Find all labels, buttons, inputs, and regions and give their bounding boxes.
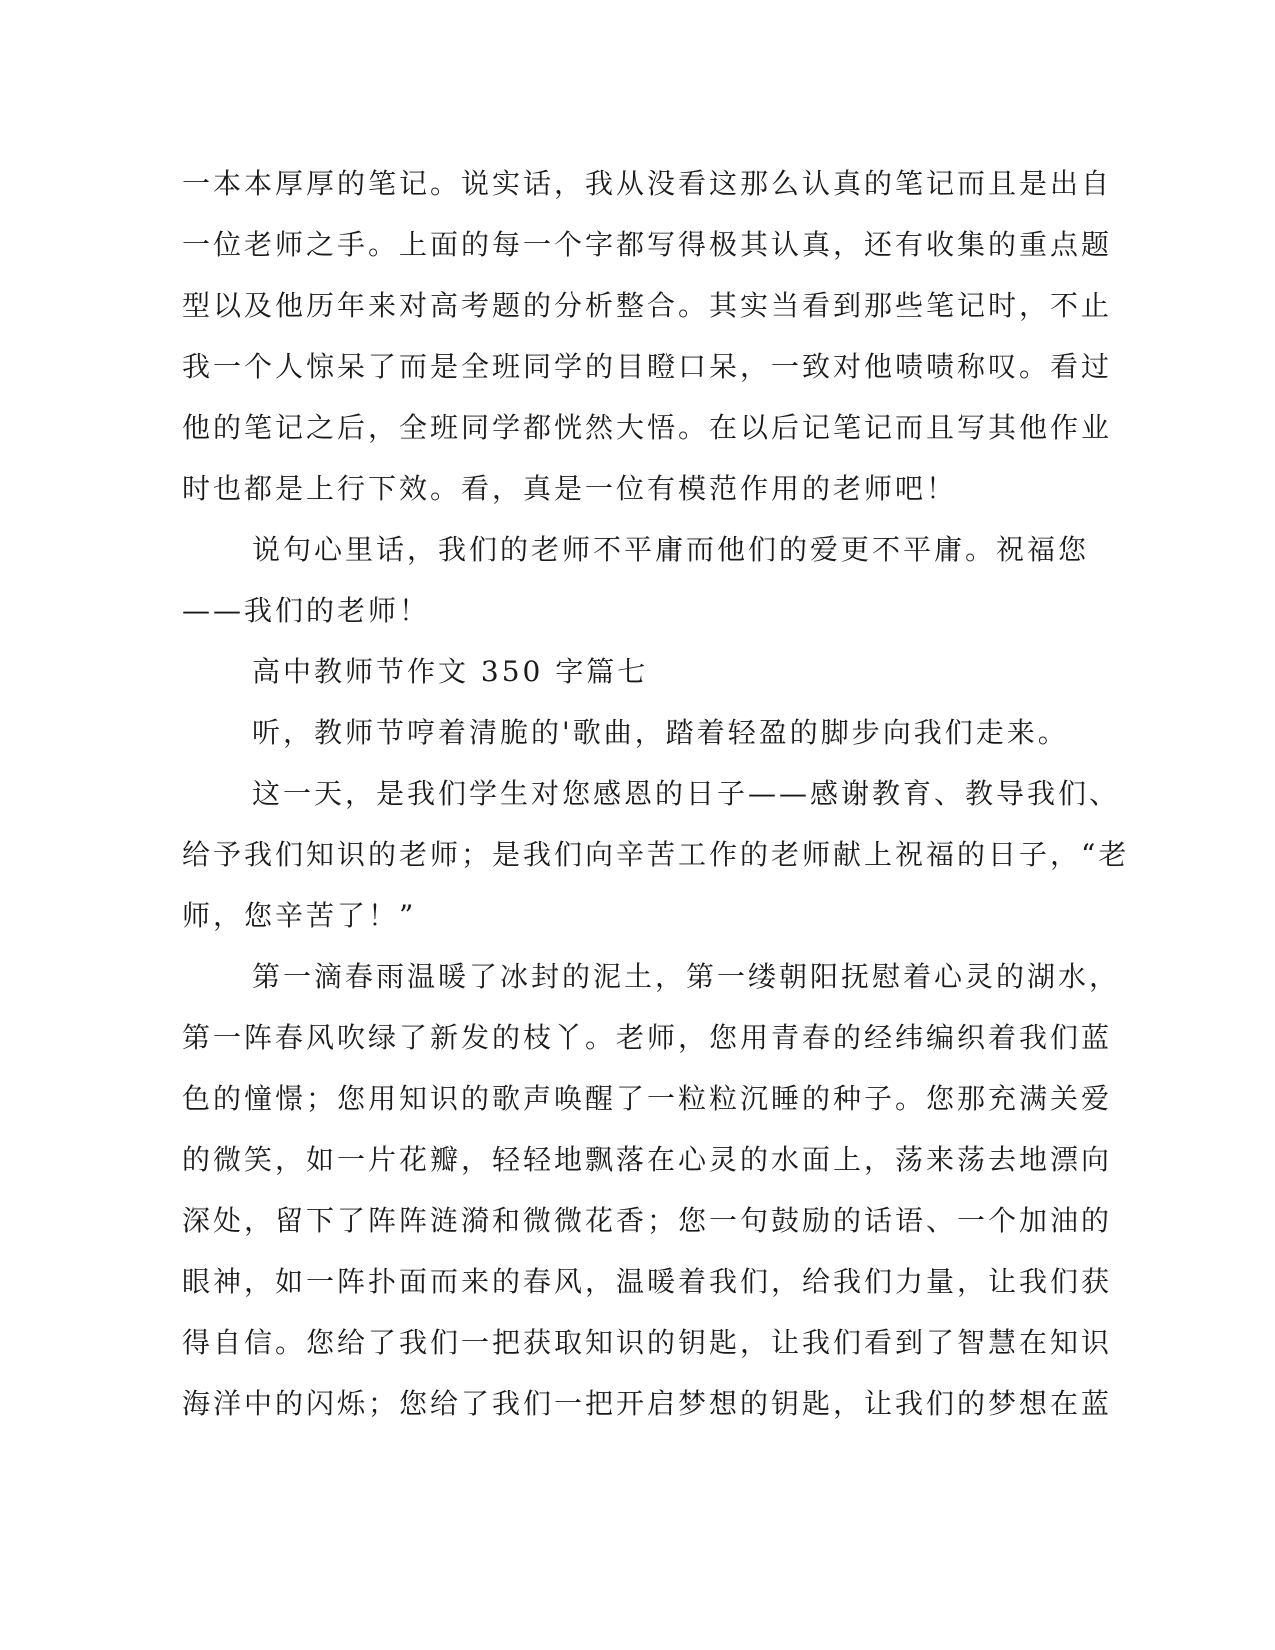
text-line: 一位老师之手。上面的每一个字都写得极其认真，还有收集的重点题: [182, 228, 1113, 261]
text-line: 我一个人惊呆了而是全班同学的目瞪口呆，一致对他啧啧称叹。看过: [182, 350, 1113, 383]
text-line: 的微笑，如一片花瓣，轻轻地飘落在心灵的水面上，荡来荡去地漂向: [182, 1143, 1113, 1176]
text-line: 这一天，是我们学生对您感恩的日子——感谢教育、教导我们、: [252, 777, 1121, 810]
text-line: 他的笔记之后，全班同学都恍然大悟。在以后记笔记而且写其他作业: [182, 411, 1113, 444]
text-line: 听，教师节哼着清脆的'歌曲，踏着轻盈的脚步向我们走来。: [252, 716, 1069, 749]
text-line: 一本本厚厚的笔记。说实话，我从没看这那么认真的笔记而且是出自: [182, 167, 1113, 200]
section-heading: 高中教师节作文 350 字篇七: [252, 655, 649, 688]
text-line: 第一阵春风吹绿了新发的枝丫。老师，您用青春的经纬编织着我们蓝: [182, 1021, 1113, 1054]
text-line: 时也都是上行下效。看，真是一位有模范作用的老师吧！: [182, 472, 958, 505]
text-line: ——我们的老师！: [182, 594, 431, 627]
text-line: 师，您辛苦了！”: [182, 899, 417, 932]
text-line: 说句心里话，我们的老师不平庸而他们的爱更不平庸。祝福您: [252, 533, 1090, 566]
text-line: 得自信。您给了我们一把获取知识的钥匙，让我们看到了智慧在知识: [182, 1326, 1113, 1359]
text-line: 给予我们知识的老师；是我们向辛苦工作的老师献上祝福的日子，“老: [182, 838, 1130, 871]
text-line: 型以及他历年来对高考题的分析整合。其实当看到那些笔记时，不止: [182, 289, 1113, 322]
text-line: 眼神，如一阵扑面而来的春风，温暖着我们，给我们力量，让我们获: [182, 1265, 1113, 1298]
text-line: 色的憧憬；您用知识的歌声唤醒了一粒粒沉睡的种子。您那充满关爱: [182, 1082, 1113, 1115]
text-line: 海洋中的闪烁；您给了我们一把开启梦想的钥匙，让我们的梦想在蓝: [182, 1387, 1113, 1420]
text-line: 深处，留下了阵阵涟漪和微微花香；您一句鼓励的话语、一个加油的: [182, 1204, 1113, 1237]
document-body: [182, 153, 1130, 1434]
text-line: 第一滴春雨温暖了冰封的泥土，第一缕朝阳抚慰着心灵的湖水，: [252, 960, 1121, 993]
